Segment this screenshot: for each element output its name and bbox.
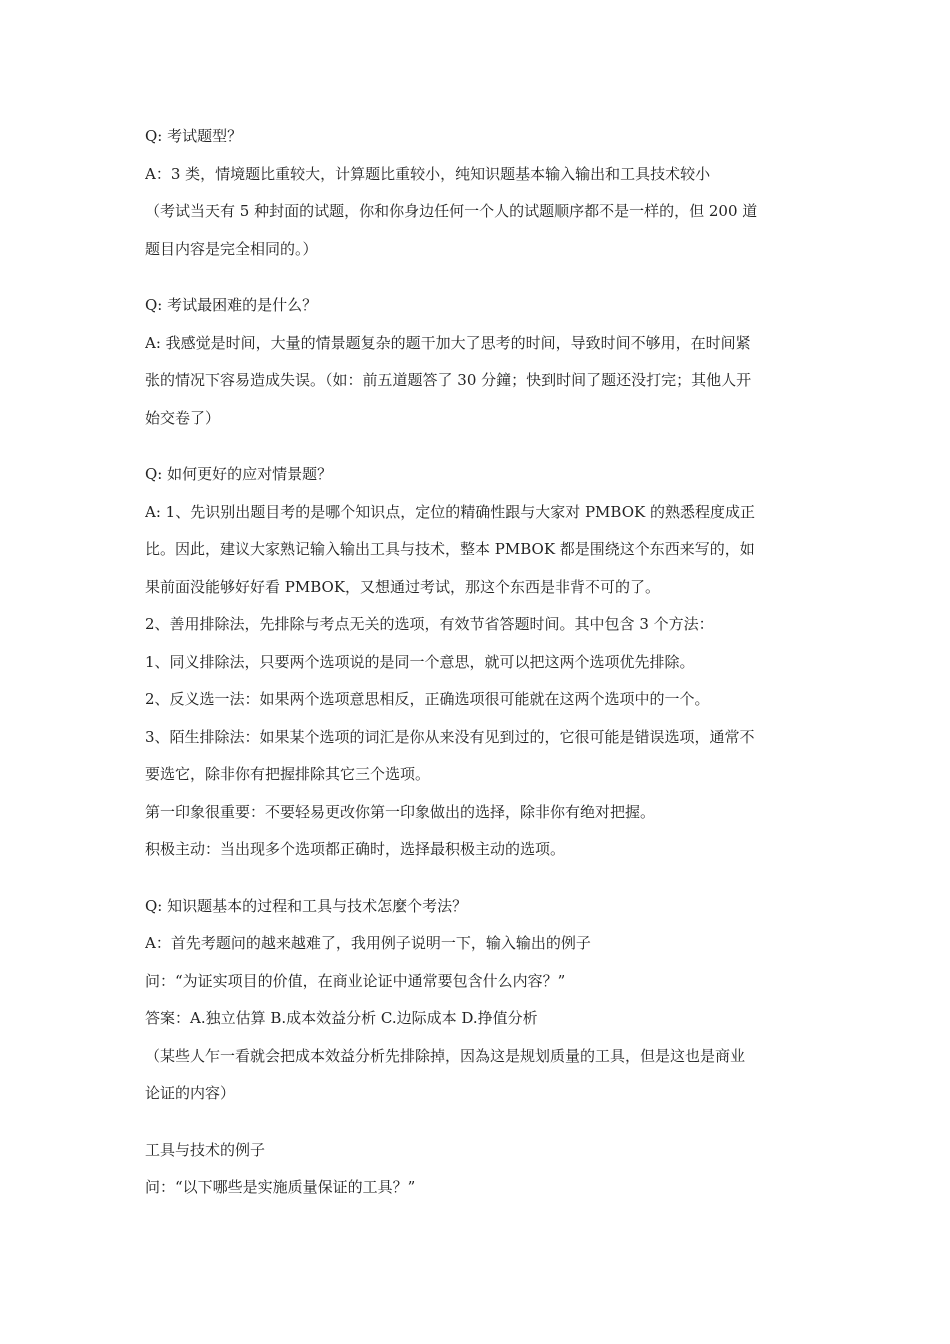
paragraph-line: 题目内容是完全相同的。） bbox=[145, 239, 318, 258]
question-heading: Q: 考试题型？ bbox=[145, 127, 243, 145]
question-heading: Q: 考试最困难的是什么？ bbox=[145, 296, 318, 314]
section-situational-questions bbox=[145, 456, 810, 869]
section-heading: 工具与技术的例子 bbox=[145, 1140, 266, 1159]
answer-line: A：首先考题问的越来越难了，我用例子说明一下，输入输出的例子 bbox=[145, 934, 591, 952]
answer-line: A: 1、先识别出题目考的是哪个知识点，定位的精确性跟与大家对 PMBOK 的熟悉程度成正 bbox=[145, 502, 755, 521]
paragraph-line: 论证的内容） bbox=[145, 1084, 236, 1102]
paragraph-line: 第一印象很重要：不要轻易更改你第一印象做出的选择，除非你有绝对把握。 bbox=[145, 802, 656, 821]
paragraph-line: 3、陌生排除法：如果某个选项的词汇是你从来没有见到过的，它很可能是错误选项，通常不 bbox=[145, 727, 755, 746]
paragraph-line: 果前面没能够好好看 PMBOK，又想通过考试，那这个东西是非背不可的了。 bbox=[145, 577, 661, 596]
paragraph-line: （考试当天有 5 种封面的试题，你和你身边任何一个人的试题顺序都不是一样的，但 200 道 bbox=[145, 202, 758, 220]
question-heading: Q: 知识题基本的过程和工具与技术怎麼个考法？ bbox=[145, 896, 468, 915]
paragraph-line: 比。因此，建议大家熟记输入输出工具与技术，整本 PMBOK 都是围绕这个东西来写的，如 bbox=[145, 540, 755, 558]
paragraph-line: 积极主动：当出现多个选项都正确时，选择最积极主动的选项。 bbox=[145, 840, 566, 858]
paragraph-line: 1、同义排除法，只要两个选项说的是同一个意思，就可以把这两个选项优先排除。 bbox=[145, 652, 695, 671]
paragraph-line: 问：“以下哪些是实施质量保证的工具？” bbox=[145, 1178, 416, 1196]
answer-line: A：3 类，情境题比重较大，计算题比重较小，纯知识题基本输入输出和工具技术较小 bbox=[145, 164, 711, 183]
paragraph-line: 2、善用排除法，先排除与考点无关的选项，有效节省答题时间。其中包含 3 个方法： bbox=[145, 615, 714, 633]
paragraph-line: 张的情况下容易造成失误。（如：前五道题答了 30 分鐘；快到时间了题还没打完；其他人开 bbox=[145, 371, 752, 389]
question-heading: Q: 如何更好的应对情景题？ bbox=[145, 465, 333, 483]
paragraph-line: 答案：A.独立估算 B.成本效益分析 C.边际成本 D.挣值分析 bbox=[145, 1009, 538, 1027]
answer-line: A: 我感觉是时间，大量的情景题复杂的题干加大了思考的时间，导致时间不够用，在时间紧 bbox=[145, 333, 751, 352]
section-tools-techniques-example bbox=[145, 1132, 810, 1207]
section-knowledge-questions bbox=[145, 888, 810, 1113]
paragraph-line: 问：“为证实项目的价值，在商业论证中通常要包含什么内容？” bbox=[145, 971, 566, 990]
document-page bbox=[145, 118, 810, 1207]
section-exam-question-types bbox=[145, 118, 810, 268]
section-hardest-part bbox=[145, 287, 810, 437]
paragraph-line: 要选它，除非你有把握排除其它三个选项。 bbox=[145, 765, 431, 783]
paragraph-line: 始交卷了） bbox=[145, 408, 221, 427]
paragraph-line: 2、反义选一法：如果两个选项意思相反，正确选项很可能就在这两个选项中的一个。 bbox=[145, 690, 710, 708]
paragraph-line: （某些人乍一看就会把成本效益分析先排除掉，因為这是规划质量的工具，但是这也是商业 bbox=[145, 1046, 746, 1065]
